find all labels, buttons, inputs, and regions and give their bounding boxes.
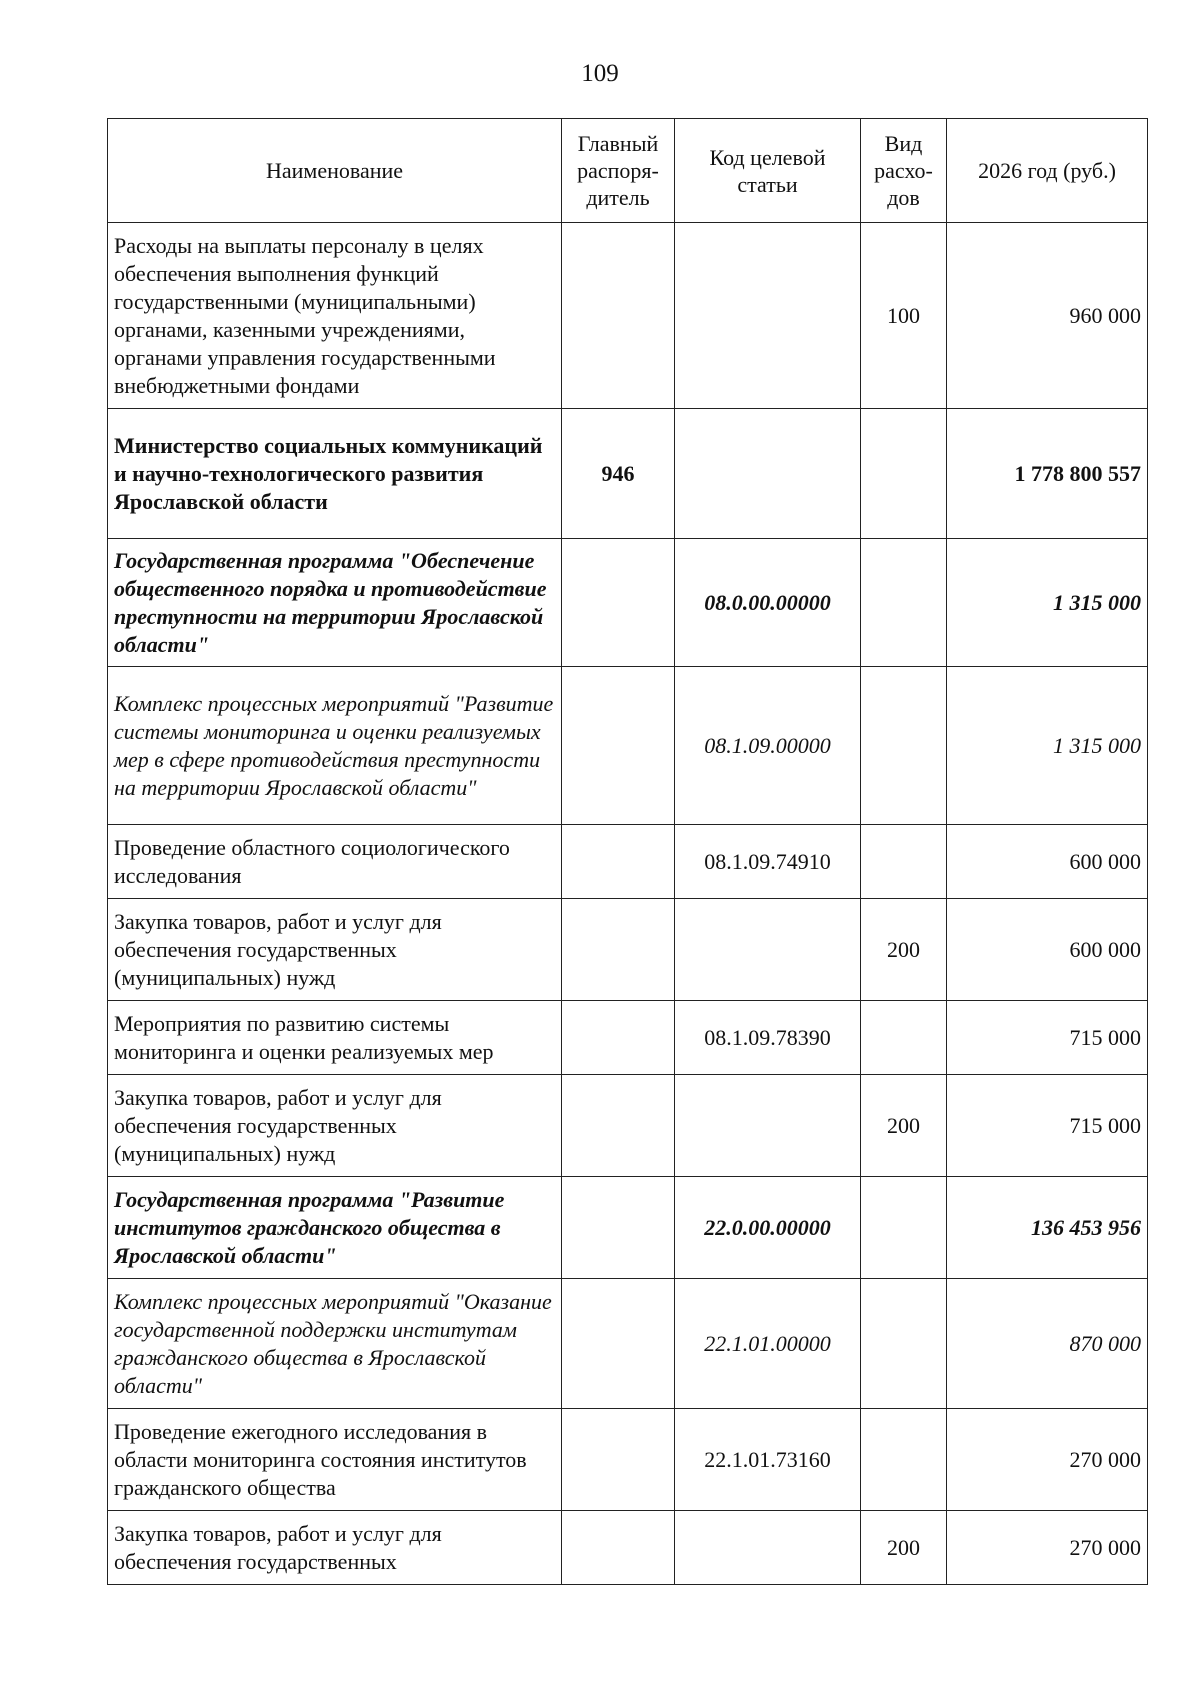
cell-amount: 960 000 <box>947 223 1148 409</box>
cell-name: Комплекс процессных мероприятий "Оказание государственной поддержки институтам гражданского общества в Ярославской области" <box>108 1279 562 1409</box>
cell-main-manager <box>562 825 675 899</box>
page-number: 109 <box>581 60 619 87</box>
cell-target-code: 22.1.01.73160 <box>675 1409 861 1511</box>
table-row <box>108 899 1148 1001</box>
cell-expense-type <box>861 1409 947 1511</box>
cell-amount: 270 000 <box>947 1409 1148 1511</box>
cell-expense-type: 200 <box>861 899 947 1001</box>
cell-expense-type <box>861 667 947 825</box>
cell-target-code: 08.1.09.78390 <box>675 1001 861 1075</box>
cell-name: Министерство социальных коммуникаций и научно-технологического развития Ярославской области <box>108 409 562 539</box>
cell-amount: 600 000 <box>947 899 1148 1001</box>
cell-expense-type <box>861 1177 947 1279</box>
cell-amount: 715 000 <box>947 1001 1148 1075</box>
cell-name: Государственная программа "Обеспечение общественного порядка и противодействие преступности на территории Ярославской области" <box>108 539 562 667</box>
table-row <box>108 1511 1148 1585</box>
cell-target-code <box>675 409 861 539</box>
cell-main-manager <box>562 1511 675 1585</box>
table-row <box>108 1177 1148 1279</box>
table-row <box>108 539 1148 667</box>
cell-target-code <box>675 1511 861 1585</box>
cell-main-manager <box>562 1075 675 1177</box>
cell-name: Проведение областного социологического исследования <box>108 825 562 899</box>
cell-main-manager <box>562 667 675 825</box>
cell-name: Государственная программа "Развитие институтов гражданского общества в Ярославской области" <box>108 1177 562 1279</box>
cell-main-manager <box>562 899 675 1001</box>
cell-amount: 136 453 956 <box>947 1177 1148 1279</box>
header-row <box>108 119 1148 223</box>
cell-expense-type <box>861 539 947 667</box>
cell-name: Проведение ежегодного исследования в области мониторинга состояния институтов гражданского общества <box>108 1409 562 1511</box>
cell-main-manager: 946 <box>562 409 675 539</box>
cell-name: Мероприятия по развитию системы мониторинга и оценки реализуемых мер <box>108 1001 562 1075</box>
cell-target-code: 08.1.09.00000 <box>675 667 861 825</box>
header-name: Наименование <box>108 119 562 223</box>
cell-target-code: 22.1.01.00000 <box>675 1279 861 1409</box>
cell-name: Закупка товаров, работ и услуг для обеспечения государственных <box>108 1511 562 1585</box>
cell-target-code <box>675 899 861 1001</box>
budget-table <box>107 118 1148 1585</box>
cell-expense-type <box>861 1001 947 1075</box>
table-row <box>108 825 1148 899</box>
cell-main-manager <box>562 223 675 409</box>
cell-amount: 1 778 800 557 <box>947 409 1148 539</box>
header-target-code: Код целевой статьи <box>675 119 861 223</box>
cell-name: Комплекс процессных мероприятий "Развитие системы мониторинга и оценки реализуемых мер в сфере противодействия преступности на территории Ярославской области" <box>108 667 562 825</box>
cell-main-manager <box>562 1177 675 1279</box>
cell-amount: 600 000 <box>947 825 1148 899</box>
cell-expense-type: 100 <box>861 223 947 409</box>
cell-expense-type: 200 <box>861 1511 947 1585</box>
cell-target-code: 22.0.00.00000 <box>675 1177 861 1279</box>
header-year: 2026 год (руб.) <box>947 119 1148 223</box>
cell-expense-type <box>861 1279 947 1409</box>
table-row <box>108 667 1148 825</box>
cell-target-code: 08.0.00.00000 <box>675 539 861 667</box>
cell-name: Закупка товаров, работ и услуг для обеспечения государственных (муниципальных) нужд <box>108 899 562 1001</box>
cell-target-code: 08.1.09.74910 <box>675 825 861 899</box>
cell-name: Закупка товаров, работ и услуг для обеспечения государственных (муниципальных) нужд <box>108 1075 562 1177</box>
table-row <box>108 1409 1148 1511</box>
header-expense-type: Вид расхо-дов <box>861 119 947 223</box>
table-row <box>108 1001 1148 1075</box>
table-row <box>108 1279 1148 1409</box>
cell-amount: 1 315 000 <box>947 667 1148 825</box>
table-row <box>108 223 1148 409</box>
table-row <box>108 409 1148 539</box>
cell-amount: 1 315 000 <box>947 539 1148 667</box>
cell-amount: 270 000 <box>947 1511 1148 1585</box>
cell-expense-type <box>861 825 947 899</box>
cell-expense-type <box>861 409 947 539</box>
header-main-manager: Главный распоря-дитель <box>562 119 675 223</box>
cell-amount: 715 000 <box>947 1075 1148 1177</box>
cell-target-code <box>675 1075 861 1177</box>
cell-main-manager <box>562 539 675 667</box>
cell-amount: 870 000 <box>947 1279 1148 1409</box>
cell-main-manager <box>562 1409 675 1511</box>
cell-main-manager <box>562 1279 675 1409</box>
cell-name: Расходы на выплаты персоналу в целях обеспечения выполнения функций государственными (муниципальными) органами, казенными учреждениями, органами управления государственными внебюджетными фондами <box>108 223 562 409</box>
cell-expense-type: 200 <box>861 1075 947 1177</box>
table-row <box>108 1075 1148 1177</box>
cell-main-manager <box>562 1001 675 1075</box>
cell-target-code <box>675 223 861 409</box>
